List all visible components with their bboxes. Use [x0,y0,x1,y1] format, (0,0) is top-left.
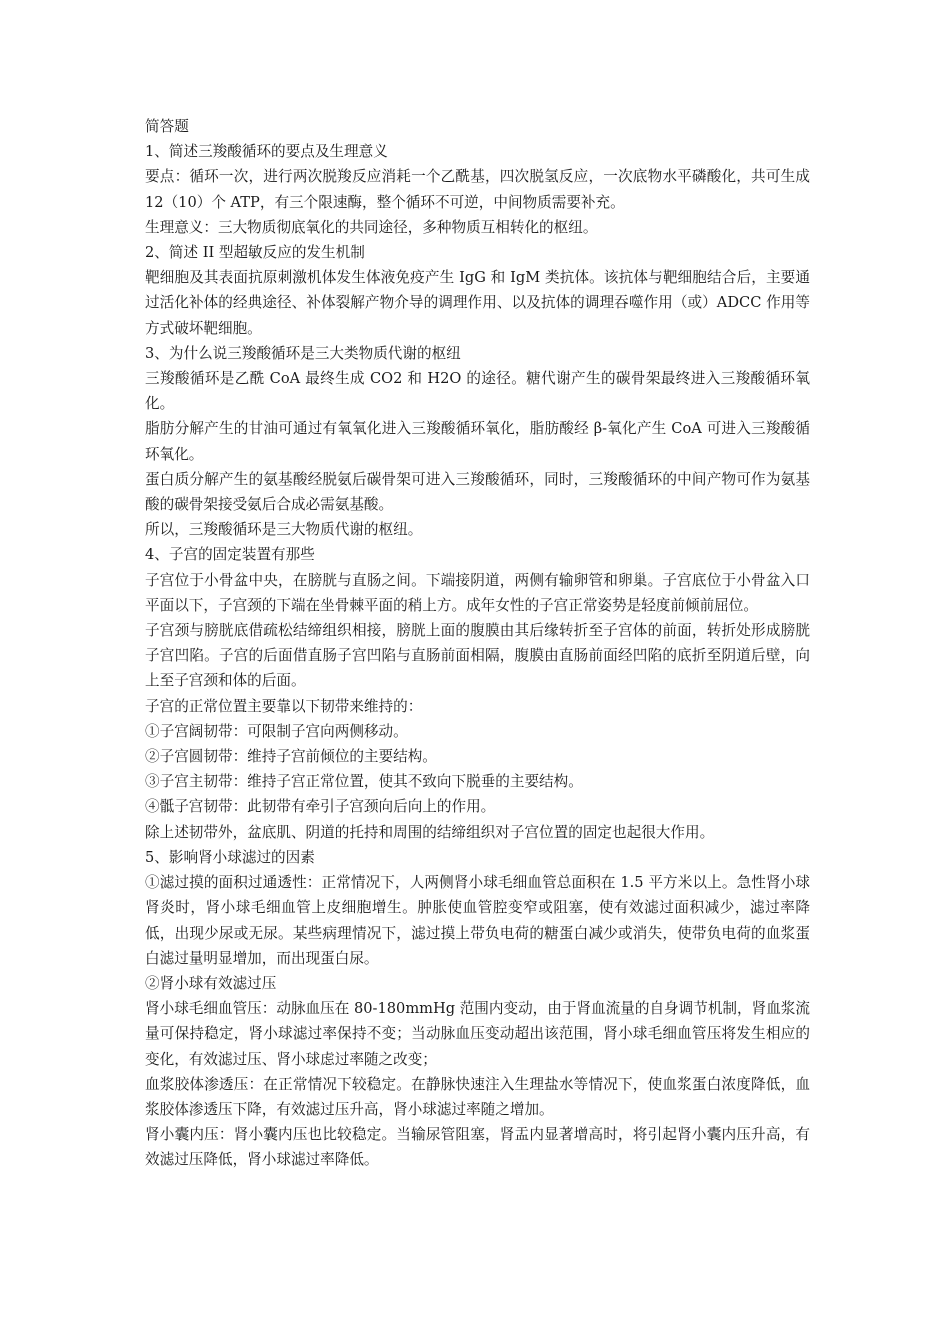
document-heading: 简答题 [145,118,189,135]
question-3-title: 3、为什么说三羧酸循环是三大类物质代谢的枢纽 [145,344,461,362]
paragraph: 除上述韧带外，盆底肌、阴道的托持和周围的结缔组织对子宫位置的固定也起很大作用。 [145,823,715,841]
paragraph: ②肾小球有效滤过压 [145,974,277,992]
paragraph: 子宫位于小骨盆中央，在膀胱与直肠之间。下端接阴道，两侧有输卵管和卵巢。子宫底位于小骨盆入口平面以下，子宫颈的下端在坐骨棘平面的稍上方。成年女性的子宫正常姿势是轻度前倾前屈位。 [145,571,810,614]
paragraph: 子宫的正常位置主要靠以下韧带来维持的： [145,697,423,715]
paragraph: 血浆胶体渗透压：在正常情况下较稳定。在静脉快速注入生理盐水等情况下，使血浆蛋白浓度降低，血浆胶体渗透压下降，有效滤过压升高，肾小球滤过率随之增加。 [145,1075,810,1118]
paragraph: 靶细胞及其表面抗原刺激机体发生体液免疫产生 IgG 和 IgM 类抗体。该抗体与靶细胞结合后，主要通过活化补体的经典途径、补体裂解产物介导的调理作用、以及抗体的调理吞噬作用（或）ADCC 作用等方式破坏靶细胞。 [145,269,810,337]
paragraph: 肾小囊内压：肾小囊内压也比较稳定。当输尿管阻塞，肾盂内显著增高时，将引起肾小囊内压升高，有效滤过压降低，肾小球滤过率降低。 [145,1126,810,1169]
list-item: ②子宫圆韧带：维持子宫前倾位的主要结构。 [145,748,437,766]
paragraph: ①滤过摸的面积过通透性：正常情况下，人两侧肾小球毛细血管总面积在 1.5 平方米以上。急性肾小球肾炎时，肾小球毛细血管上皮细胞增生。肿胀使血管腔变窄或阻塞，使有效滤过面积减少，滤过率降低，出现少尿或无尿。某些病理情况下，滤过摸上带负电荷的糖蛋白减少或消失，使带负电荷的血浆蛋白滤过量明显增加，而出现蛋白尿。 [145,874,810,967]
paragraph: 脂肪分解产生的甘油可通过有氧氧化进入三羧酸循环氧化，脂肪酸经 β-氧化产生 CoA 可进入三羧酸循环氧化。 [145,420,810,463]
paragraph: 肾小球毛细血管压：动脉血压在 80-180mmHg 范围内变动，由于肾血流量的自身调节机制，肾血浆流量可保持稳定，肾小球滤过率保持不变；当动脉血压变动超出该范围，肾小球毛细血管压将发生相应的变化，有效滤过压、肾小球虑过率随之改变； [145,1000,810,1068]
question-5-title: 5、影响肾小球滤过的因素 [145,848,315,866]
paragraph: 要点：循环一次，进行两次脱羧反应消耗一个乙酰基，四次脱氢反应，一次底物水平磷酸化，共可生成 12（10）个 ATP，有三个限速酶，整个循环不可逆，中间物质需要补充。 [145,168,810,211]
paragraph: 三羧酸循环是乙酰 CoA 最终生成 CO2 和 H2O 的途径。糖代谢产生的碳骨架最终进入三羧酸循环氧化。 [145,370,810,413]
paragraph: 子宫颈与膀胱底借疏松结缔组织相接，膀胱上面的腹膜由其后缘转折至子宫体的前面，转折处形成膀胱子宫凹陷。子宫的后面借直肠子宫凹陷与直肠前面相隔，腹膜由直肠前面经凹陷的底折至阴道后壁，向上至子宫颈和体的后面。 [145,622,810,690]
paragraph: 蛋白质分解产生的氨基酸经脱氨后碳骨架可进入三羧酸循环，同时，三羧酸循环的中间产物可作为氨基酸的碳骨架接受氨后合成必需氨基酸。 [145,470,810,514]
question-2-title: 2、简述 II 型超敏反应的发生机制 [145,244,365,262]
list-item: ③子宫主韧带：维持子宫正常位置，使其不致向下脱垂的主要结构。 [145,773,583,791]
paragraph: 所以，三羧酸循环是三大物质代谢的枢纽。 [145,521,423,539]
list-item: ④骶子宫韧带：此韧带有牵引子宫颈向后向上的作用。 [145,798,496,816]
document-page [145,114,810,1173]
question-4-title: 4、子宫的固定装置有那些 [145,546,315,564]
question-1-title: 1、简述三羧酸循环的要点及生理意义 [145,143,388,161]
paragraph: 生理意义：三大物质彻底氧化的共同途径，多种物质互相转化的枢纽。 [145,218,598,236]
list-item: ①子宫阔韧带：可限制子宫向两侧移动。 [145,722,408,740]
